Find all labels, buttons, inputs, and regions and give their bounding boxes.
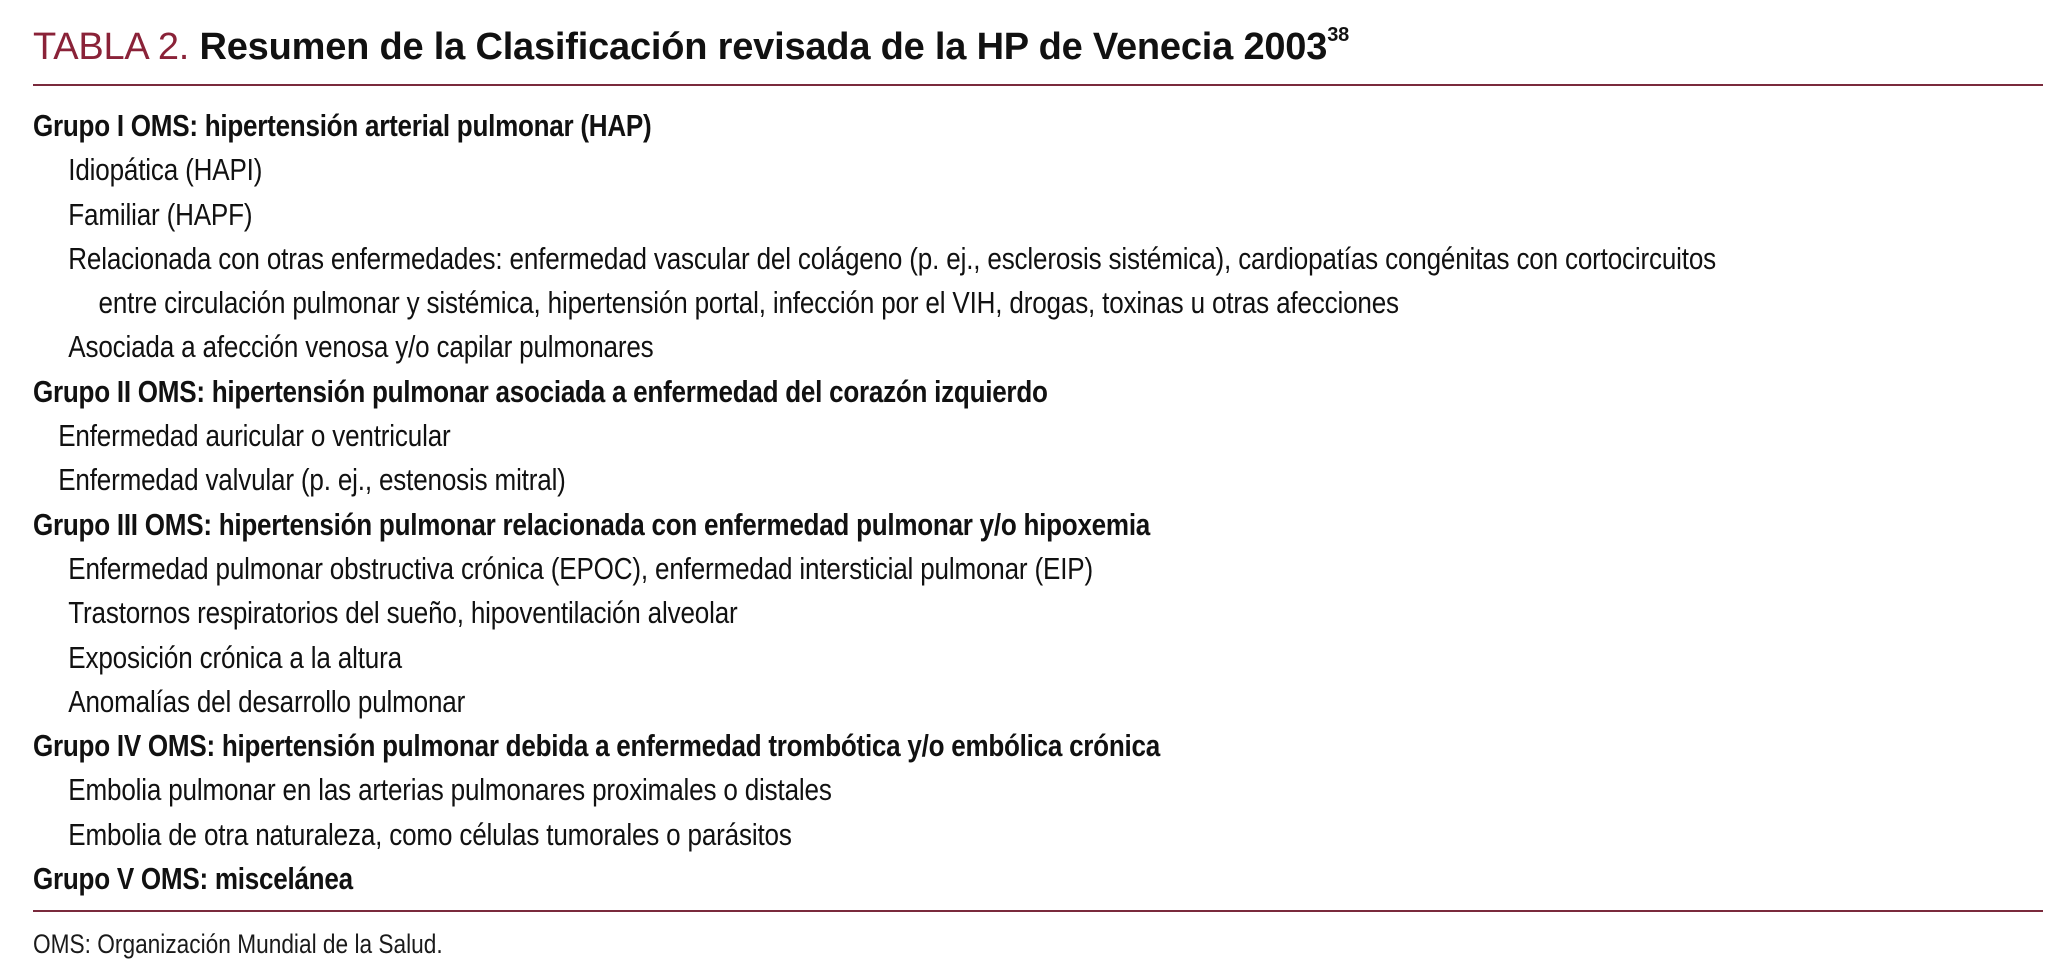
group-1-item-3: Relacionada con otras enfermedades: enfermedad vascular del colágeno (p. ej., esclerosis sistémica), cardiopatías congénitas con cortocircuitos xyxy=(68,240,1717,276)
table-label: TABLA 2. xyxy=(33,26,190,68)
table-body xyxy=(33,104,2033,901)
group-2-title: Grupo II OMS: hipertensión pulmonar asociada a enfermedad del corazón izquierdo xyxy=(33,373,1048,409)
top-rule xyxy=(33,84,2043,86)
group-2-item-1: Enfermedad auricular o ventricular xyxy=(58,418,451,454)
group-2 xyxy=(33,370,2033,503)
group-3 xyxy=(33,503,2033,724)
group-1-item-4: Asociada a afección venosa y/o capilar pulmonares xyxy=(68,329,654,365)
group-4-title: Grupo IV OMS: hipertensión pulmonar debida a enfermedad trombótica y/o embólica crónica xyxy=(33,728,1160,764)
group-2-item-2: Enfermedad valvular (p. ej., estenosis mitral) xyxy=(58,462,566,498)
title-reference-superscript: 38 xyxy=(1327,24,1350,46)
table-caption xyxy=(33,24,1349,70)
group-1-title: Grupo I OMS: hipertensión arterial pulmonar (HAP) xyxy=(33,108,652,143)
group-1-item-2: Familiar (HAPF) xyxy=(68,196,253,232)
group-4 xyxy=(33,724,2033,857)
bottom-rule xyxy=(33,910,2043,912)
group-1-item-3-continuation: entre circulación pulmonar y sistémica, hipertensión portal, infección por el VIH, drogas, toxinas u otras afecciones xyxy=(98,285,1399,321)
group-1 xyxy=(33,104,2033,370)
group-3-item-1: Enfermedad pulmonar obstructiva crónica (EPOC), enfermedad intersticial pulmonar (EIP) xyxy=(68,550,1093,586)
group-5-title: Grupo V OMS: miscelánea xyxy=(33,861,353,897)
table-title: Resumen de la Clasificación revisada de la HP de Venecia 2003 xyxy=(199,26,1328,68)
group-1-item-1: Idiopática (HAPI) xyxy=(68,152,263,188)
group-5 xyxy=(33,857,2033,901)
group-4-item-1: Embolia pulmonar en las arterias pulmonares proximales o distales xyxy=(68,772,832,808)
table-footnote: OMS: Organización Mundial de la Salud. xyxy=(33,929,443,959)
group-4-item-2: Embolia de otra naturaleza, como células tumorales o parásitos xyxy=(68,816,792,852)
group-3-title: Grupo III OMS: hipertensión pulmonar relacionada con enfermedad pulmonar y/o hipoxemia xyxy=(33,506,1151,542)
group-3-item-3: Exposición crónica a la altura xyxy=(68,639,402,675)
group-3-item-2: Trastornos respiratorios del sueño, hipoventilación alveolar xyxy=(68,595,738,631)
group-3-item-4: Anomalías del desarrollo pulmonar xyxy=(68,683,466,719)
